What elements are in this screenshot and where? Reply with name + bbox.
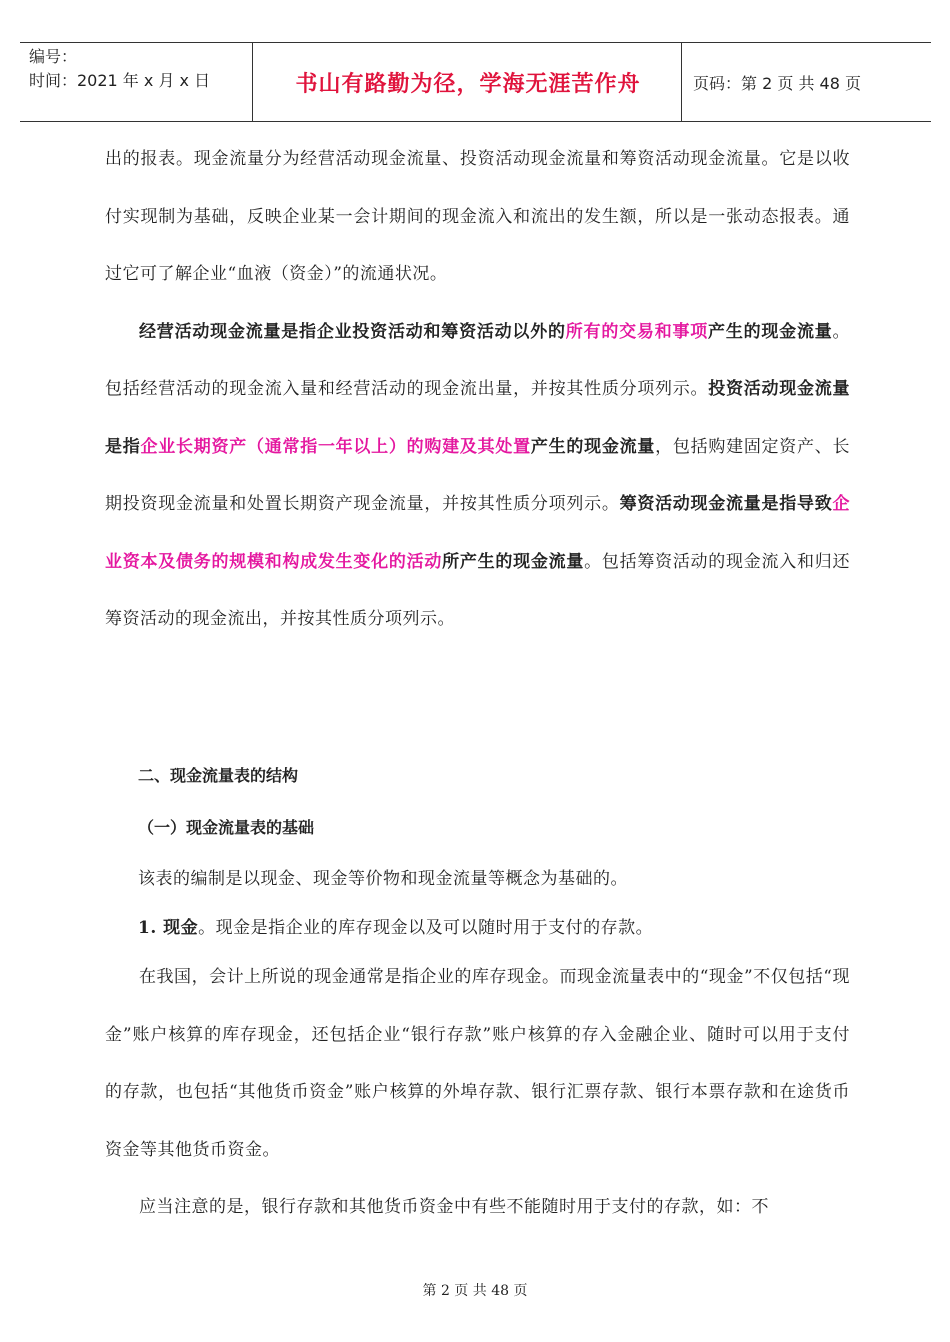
bold-text: 投资活动现金流量是指 xyxy=(105,379,851,457)
document-time-label: 时间：2021 年 x 月 x 日 xyxy=(29,71,211,90)
highlight-text: 企业资本及债务的规模和构成发生变化的活动 xyxy=(105,494,851,572)
highlight-text: 所有的交易和事项 xyxy=(565,321,709,342)
bold-text: 产生的现金流量 xyxy=(708,321,833,342)
body-text: ，包括购建固定资产、长期投资现金流量和处置长期资产现金流量，并按其性质分项列示。 xyxy=(105,436,851,514)
bold-text: 1. 现金 xyxy=(138,918,199,938)
page-header xyxy=(20,42,931,122)
body-text: 。包括筹资活动的现金流入和归还筹资活动的现金流出，并按其性质分项列示。 xyxy=(105,551,851,629)
body-text: 。现金是指企业的库存现金以及可以随时用于支付的存款。 xyxy=(198,918,654,938)
page-footer: 第 2 页 共 48 页 xyxy=(422,1283,528,1299)
document-number-label: 编号： xyxy=(29,47,78,66)
bold-text: 产生的现金流量 xyxy=(530,436,656,457)
body-text: 。包括经营活动的现金流入量和经营活动的现金流出量，并按其性质分项列示。 xyxy=(105,321,851,399)
document-body xyxy=(105,131,850,649)
header-meta xyxy=(29,45,210,93)
paragraph-cash-flow-types xyxy=(105,304,850,649)
paragraph-intro: 出的报表。现金流量分为经营活动现金流量、投资活动现金流量和筹资活动现金流量。它是以收付实现制为基础，反映企业某一会计期间的现金流入和流出的发生额，所以是一张动态报表。通过它可了解企业“血液（资金）”的流通状况。 xyxy=(105,149,850,284)
highlight-text: 企业长期资产（通常指一年以上）的购建及其处置 xyxy=(140,436,531,457)
header-page-info: 页码：第 2 页 共 48 页 xyxy=(693,73,861,93)
section-heading: 二、现金流量表的结构 xyxy=(138,766,299,785)
header-divider xyxy=(252,43,253,121)
header-motto: 书山有路勤为径，学海无涯苦作舟 xyxy=(295,71,641,97)
paragraph-cash-definition xyxy=(138,913,653,938)
bold-text: 筹资活动现金流量是指导致 xyxy=(619,494,833,514)
paragraph-note: 应当注意的是，银行存款和其他货币资金中有些不能随时用于支付的存款，如：不 xyxy=(139,1197,769,1217)
subsection-heading: （一）现金流量表的基础 xyxy=(138,818,315,837)
paragraph-basis: 该表的编制是以现金、现金等价物和现金流量等概念为基础的。 xyxy=(138,869,628,889)
bold-text: 所产生的现金流量 xyxy=(442,551,585,572)
bold-text: 经营活动现金流量是指企业投资活动和筹资活动以外的 xyxy=(139,321,566,342)
paragraph-cash-scope: 在我国，会计上所说的现金通常是指企业的库存现金。而现金流量表中的“现金”不仅包括“现金”账户核算的库存现金，还包括企业“银行存款”账户核算的存入金融企业、随时可以用于支付的存款，也包括“其他货币资金”账户核算的外埠存款、银行汇票存款、银行本票存款和在途货币资金等其他货币资金。 xyxy=(105,967,850,1160)
document-body-continued xyxy=(105,949,850,1237)
